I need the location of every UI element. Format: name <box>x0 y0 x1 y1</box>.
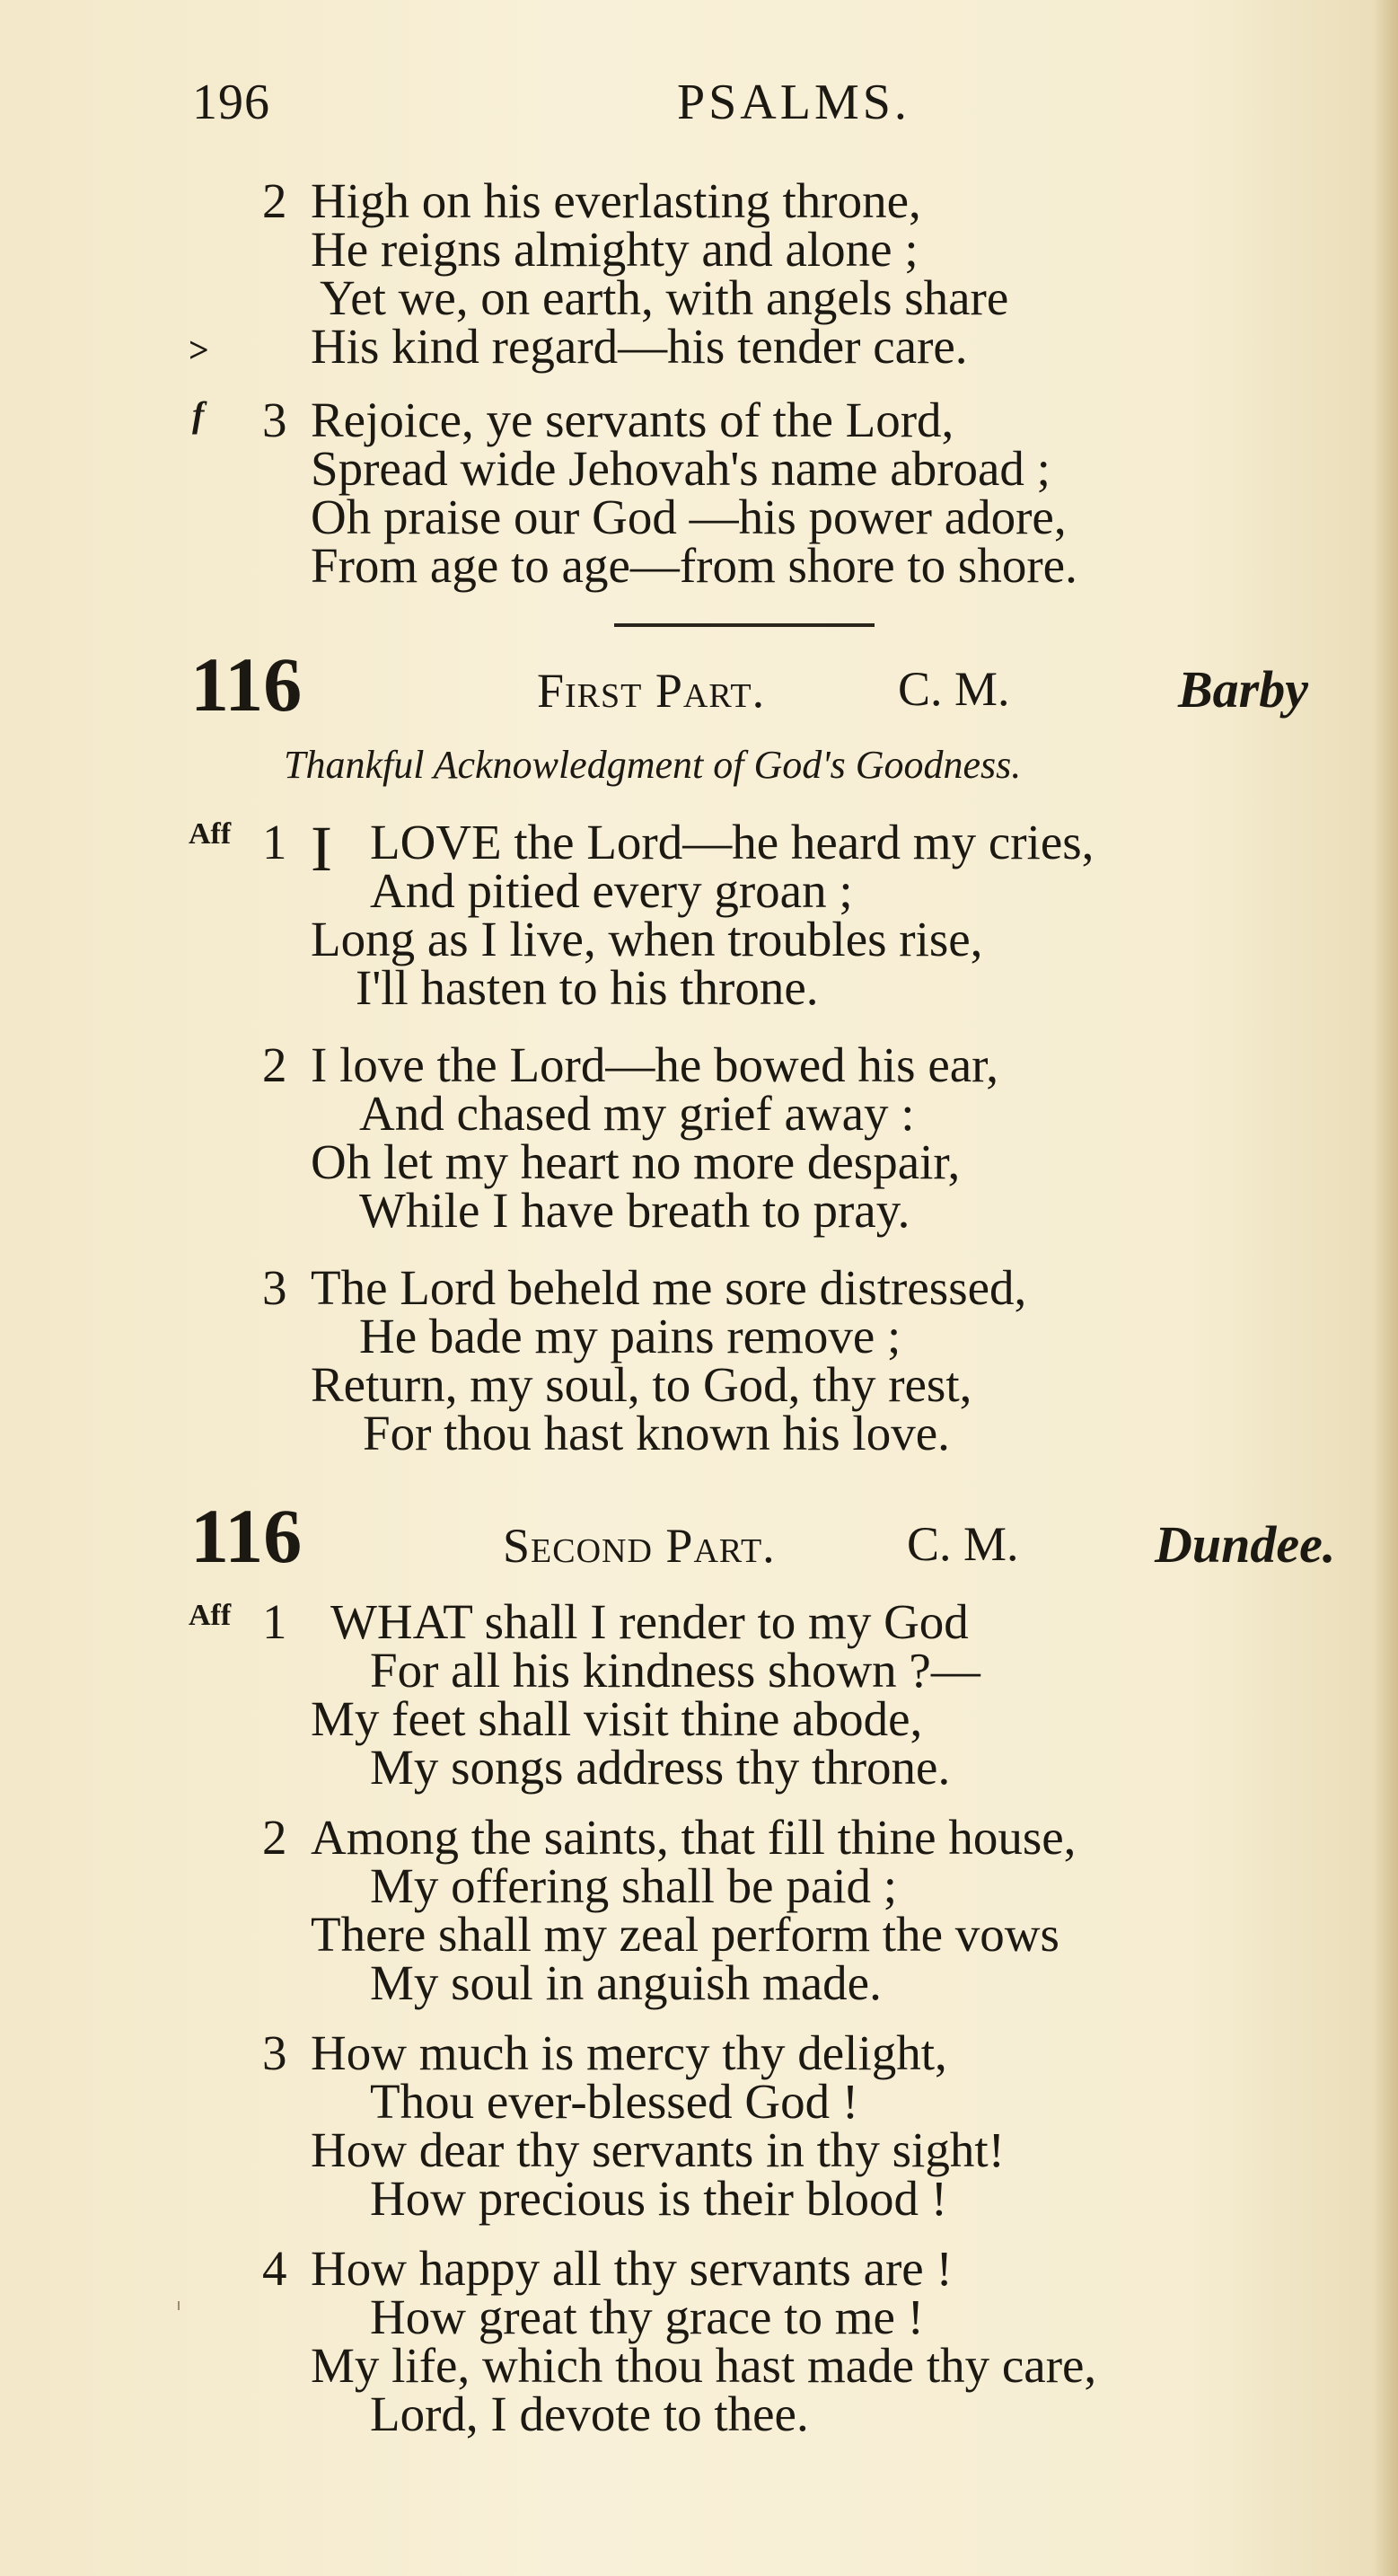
stanza-number: 1 <box>262 1594 287 1649</box>
stanza-number: 3 <box>262 1260 287 1315</box>
verse-line: Among the saints, that fill thine house, <box>311 1810 1077 1865</box>
stanza-number: 4 <box>262 2241 287 2296</box>
verse-line: I love the Lord—he bowed his ear, <box>311 1037 999 1092</box>
verse-line: While I have breath to pray. <box>359 1183 910 1238</box>
hymn-meter: C. M. <box>907 1517 1019 1571</box>
expression-mark: Aff <box>189 1599 232 1632</box>
verse-line: He reigns almighty and alone ; <box>311 222 919 277</box>
hymn-number: 116 <box>190 641 303 728</box>
verse-line: For thou hast known his love. <box>363 1406 950 1460</box>
stanza-number: 3 <box>262 2025 287 2080</box>
verse-line: How great thy grace to me ! <box>370 2289 924 2344</box>
verse-line: My life, which thou hast made thy care, <box>311 2338 1097 2393</box>
verse-line: How precious is their blood ! <box>370 2171 948 2226</box>
hymn-meter: C. M. <box>898 662 1010 716</box>
verse-line: He bade my pains remove ; <box>359 1309 901 1363</box>
stanza-number: 1 <box>262 815 287 869</box>
page-number: 196 <box>192 75 270 130</box>
dynamic-mark: f <box>192 394 205 435</box>
verse-line: Rejoice, ye servants of the Lord, <box>311 393 954 447</box>
verse-line: Return, my soul, to God, thy rest, <box>311 1357 972 1412</box>
verse-line: How happy all thy servants are ! <box>311 2241 953 2296</box>
verse-line: Lord, I devote to thee. <box>370 2386 809 2441</box>
verse-line: There shall my zeal perform the vows <box>311 1907 1059 1962</box>
tune-name: Barby <box>1178 660 1308 719</box>
verse-line: For all his kindness shown ?— <box>370 1643 980 1698</box>
verse-line: From age to age—from shore to shore. <box>311 538 1077 593</box>
section-divider <box>614 623 875 627</box>
drop-cap: I <box>311 813 332 885</box>
verse-line: LOVE the Lord—he heard my cries, <box>370 815 1095 869</box>
hymn-number: 116 <box>190 1493 303 1579</box>
stanza-number: 3 <box>262 393 287 447</box>
verse-line: Oh let my heart no more despair, <box>311 1134 961 1189</box>
verse-line: Spread wide Jehovah's name abroad ; <box>311 441 1051 496</box>
page-edge-shadow <box>1373 0 1398 2576</box>
verse-line: My soul in anguish made. <box>370 1955 882 2010</box>
tune-name: Dundee. <box>1155 1515 1336 1574</box>
verse-line: My feet shall visit thine abode, <box>311 1691 923 1746</box>
stanza-number: 2 <box>262 1810 287 1865</box>
verse-line: How dear thy servants in thy sight! <box>311 2122 1005 2177</box>
verse-line: Thou ever-blessed God ! <box>370 2074 859 2129</box>
expression-mark: Aff <box>189 817 232 851</box>
verse-line: The Lord beheld me sore distressed, <box>311 1260 1027 1315</box>
verse-line: I'll hasten to his throne. <box>356 960 819 1015</box>
verse-line: And chased my grief away : <box>359 1086 915 1141</box>
verse-line: My songs address thy throne. <box>370 1740 951 1795</box>
verse-line: Oh praise our God —his power adore, <box>311 490 1067 544</box>
verse-line: Yet we, on earth, with angels share <box>320 270 1009 325</box>
verse-line: And pitied every groan ; <box>370 863 853 918</box>
hymn-subtitle: Thankful Acknowledgment of God's Goodness. <box>284 743 1022 787</box>
verse-line: My offering shall be paid ; <box>370 1858 898 1913</box>
verse-line: WHAT shall I render to my God <box>330 1594 969 1649</box>
verse-line: How much is mercy thy delight, <box>311 2025 947 2080</box>
verse-line: High on his everlasting throne, <box>311 173 921 228</box>
hymn-part: Second Part. <box>503 1519 776 1573</box>
running-title: PSALMS. <box>677 75 910 130</box>
margin-tick <box>178 2301 180 2310</box>
verse-line: His kind regard—his tender care. <box>311 319 968 374</box>
stanza-number: 2 <box>262 173 287 228</box>
dynamic-mark: > <box>189 330 209 370</box>
verse-line: Long as I live, when troubles rise, <box>311 912 983 966</box>
stanza-number: 2 <box>262 1037 287 1092</box>
hymn-part: First Part. <box>537 664 766 718</box>
